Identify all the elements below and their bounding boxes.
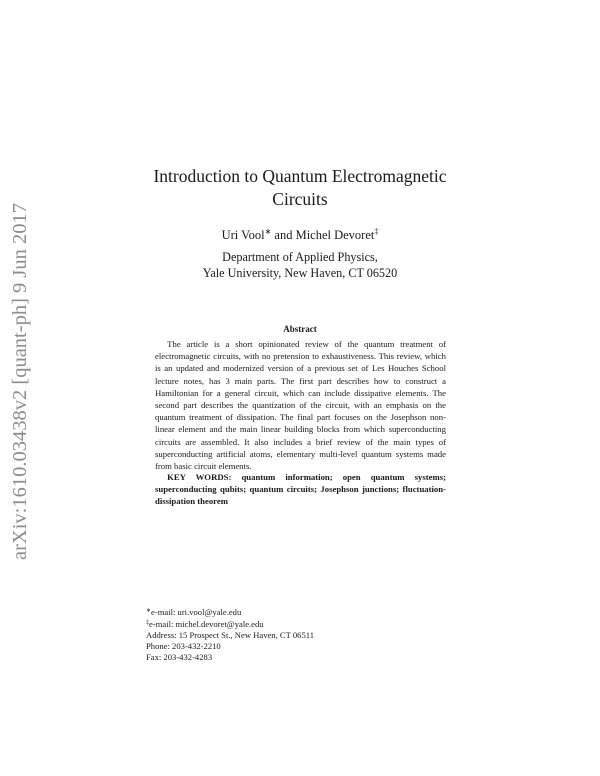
author-name: Uri Vool [221,228,265,242]
arxiv-identifier-stamp: arXiv:1610.03438v2 [quant-ph] 9 Jun 2017 [9,203,31,560]
abstract-heading: Abstract [283,324,317,334]
footnote-address: Address: 15 Prospect St., New Haven, CT 06511 [146,630,315,641]
footnotes [146,606,446,663]
footnote-text: e-mail: michel.devoret@yale.edu [149,619,264,630]
author-conjunction: and [271,228,296,242]
title-line-2: Circuits [272,189,328,209]
affiliation-line-1: Department of Applied Physics, [222,250,378,264]
footnote-mark: ∗ [146,608,152,614]
footnote-email-1 [146,606,446,618]
footnote-phone: Phone: 203-432-2210 [146,641,221,652]
keywords: KEY WORDS: quantum information; open quantum systems; superconducting qubits; quantum circuits; Josephson junctions; fluctuation-dissipation theorem [155,472,446,507]
abstract-body: The article is a short opinionated review of the quantum treatment of electromagnetic circuits, with no pretension to exhaustiveness. This review, which is an updated and modernized version of a previous set of Les Houches School lecture notes, has 3 main parts. The first part describes how to construct a Hamiltonian for a general circuit, which can include dissipative elements. The second part describes the quantization of the circuit, with an emphasis on the quantum treatment of dissipation. The final part focuses on the Josephson non-linear element and the main linear building blocks from which superconducting circuits are assembled. It also includes a brief review of the main types of superconducting artificial atoms, elementary multi-level quantum systems made from basic circuit elements. [155,339,446,472]
footnote-text: e-mail: uri.vool@yale.edu [151,607,242,617]
footnote-email-2 [146,618,446,630]
footnote-fax: Fax: 203-432-4283 [146,652,213,663]
footnote-mark: ‡ [146,620,149,627]
affiliation-line-2: Yale University, New Haven, CT 06520 [202,266,398,280]
paper-title [120,165,480,211]
affiliation [120,249,480,281]
footnote-mark: ∗ [264,227,272,236]
title-line-1: Introduction to Quantum Electromagnetic [153,166,447,186]
author-list [120,227,480,243]
footnote-mark: ‡ [374,227,379,236]
author-name: Michel Devoret [295,228,375,242]
